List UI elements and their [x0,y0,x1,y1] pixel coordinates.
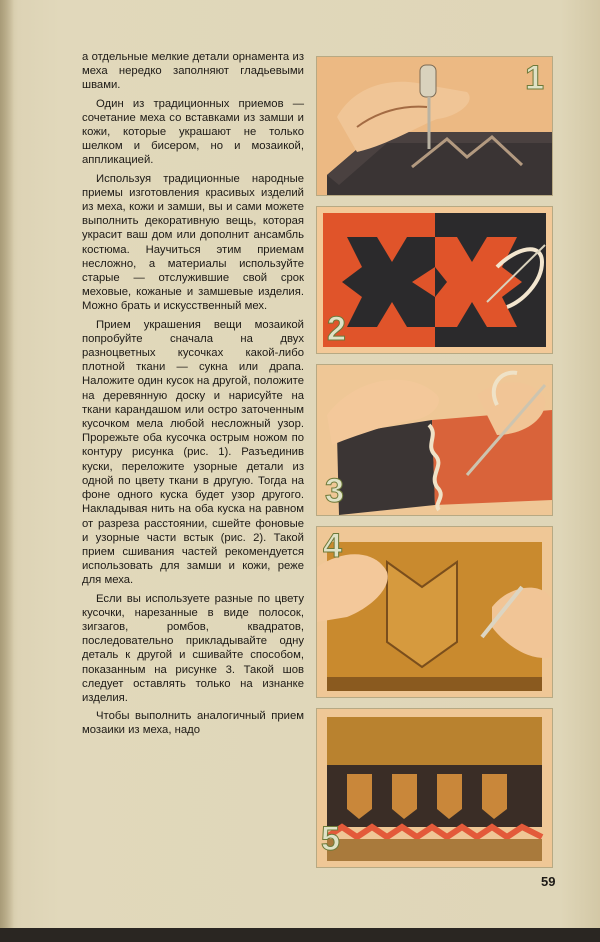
paragraph: Если вы используете разные по цвету кусочки, нарезанные в виде полосок, зигзагов, ромбов, квадратов, последовательно прикладывайте одну деталь к другой и сшивайте способом, показанным на рисунке 3. Такой шов следует оставлять только на изнанке изделия. [82,592,304,704]
page-edge [0,928,600,942]
paragraph: Один из традиционных приемов — сочетание меха со вставками из замши и кожи, которые украшают не только шелком и бисером, но и мозаикой, аппликацией. [82,97,304,167]
paragraph: Прием украшения вещи мозаикой попробуйте сначала на двух разноцветных кусочках какой-либо плотной ткани — сукна или драпа. Наложите один кусок на другой, положите на деревянную доску и нарисуйте на ткани карандашом или остро заточенным кусочком мела любой несложный узор. Прорежьте оба кусочка острым ножом по контуру рисунка (рис. 1). Разъединив куски, переложите узорные детали из одной по цвету ткани в другую. Тогда на фоне одного куска будет узор другого. Накладывая нить на оба куска на равном от разреза расстоянии, сшейте фоновые и узорные части встык (рис. 2). Такой прием сшивания частей рекомендуется использовать для замши и кожи, реже для меха. [82,318,304,587]
spine-shadow [0,0,14,942]
figure-1 [316,56,553,196]
figure-number: 2 [327,310,346,348]
illustration-column [316,56,551,866]
figure-number: 5 [321,820,340,858]
figure-3 [316,364,553,516]
figure-2 [316,206,553,354]
paragraph: а отдельные мелкие детали орнамента из меха нередко заполняют гладьевыми швами. [82,51,304,92]
figure-number: 3 [325,472,344,510]
paragraph: Чтобы выполнить аналогичный прием мозаики из меха, надо [82,710,304,737]
article-text [82,50,304,742]
figure-number: 1 [525,59,544,97]
page-number: 59 [541,874,556,889]
figure-number: 4 [323,527,342,565]
figure-4 [316,526,553,698]
paragraph: Используя традиционные народные приемы изготовления красивых изделий из меха, кожи и замши, вы и сами можете выполнить декоративную вещь, которая украсит ваш дом или дополнит ансамбль костюма. Научиться этим приемам несложно, а материалы используйте старые — отслужившие свой срок меховые, кожаные и замшевые изделия. Можно брать и искусственный мех. [82,172,304,313]
figure-5 [316,708,553,868]
